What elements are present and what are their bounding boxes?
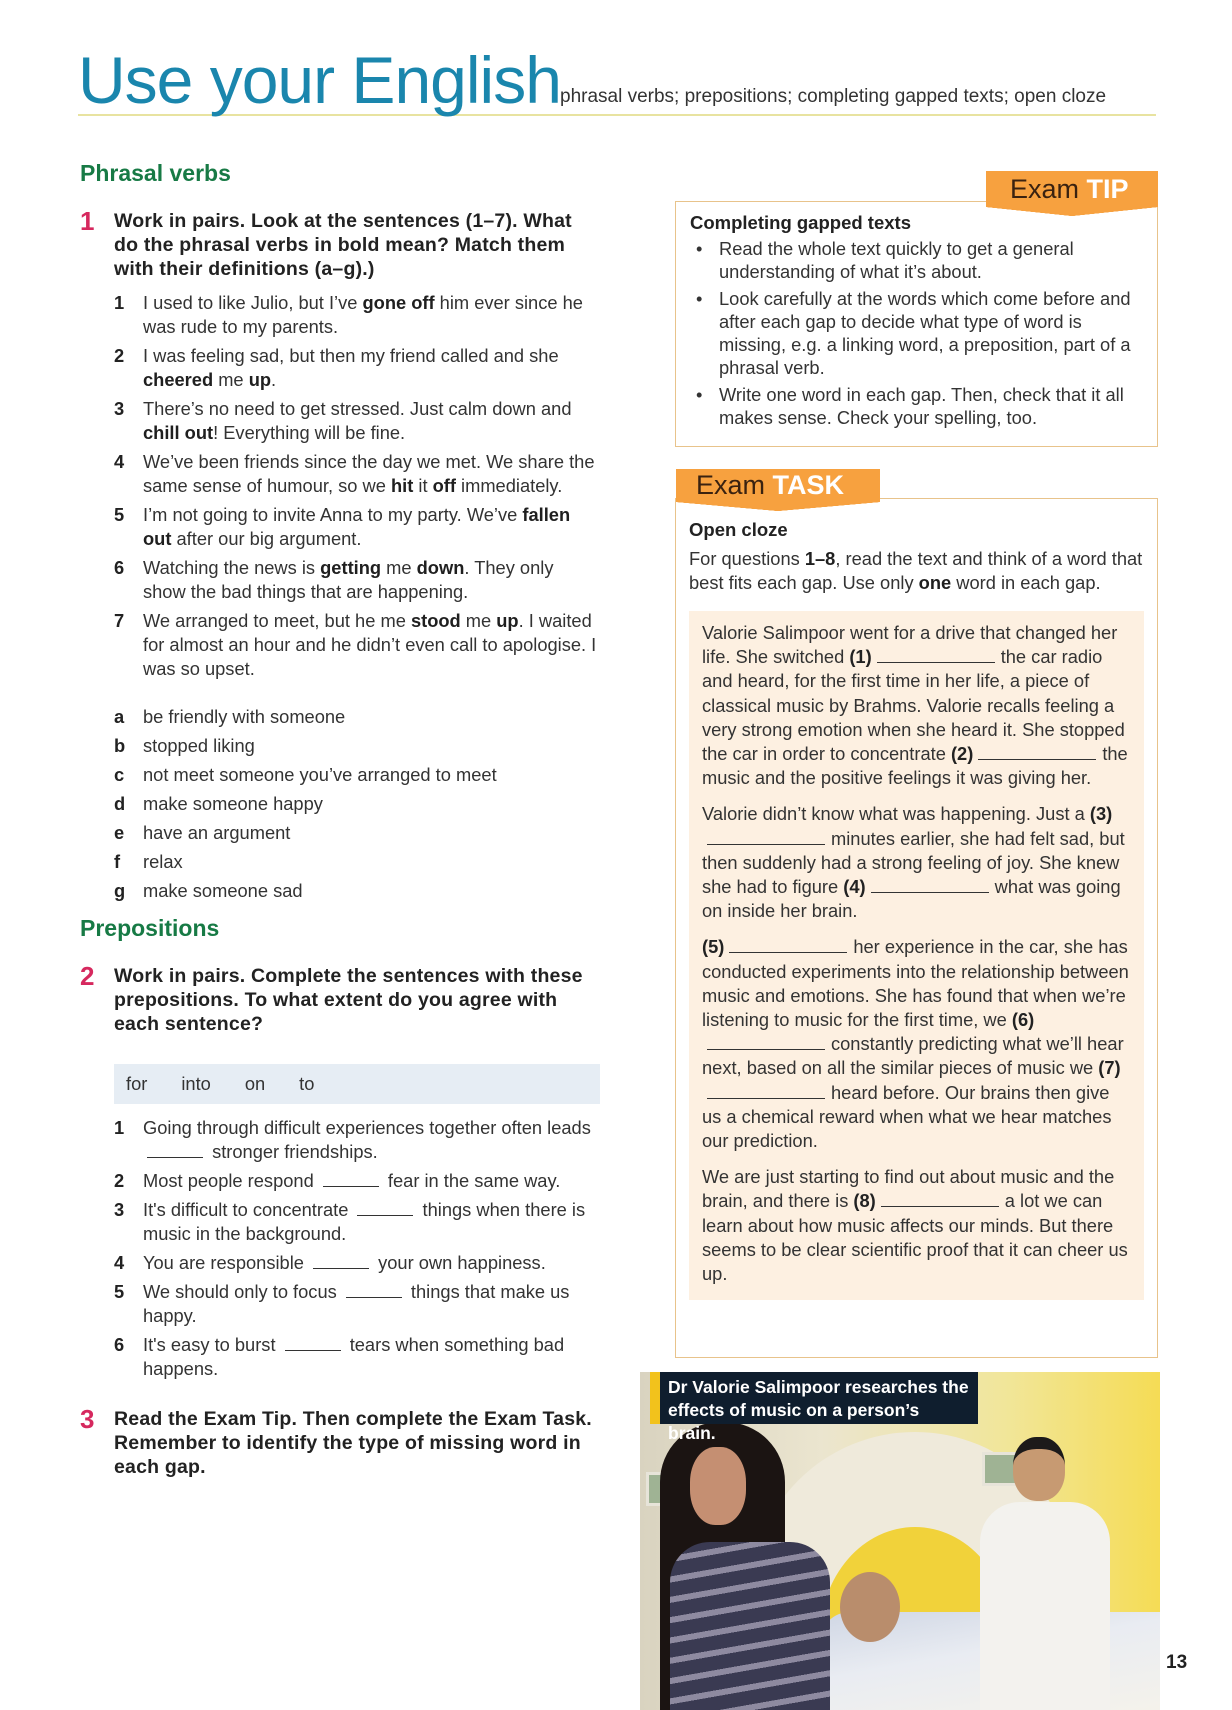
bullet-icon: • bbox=[696, 288, 703, 309]
text: a lot we can learn about how music affects our minds. But there seems to be clear scientific proof that it can cheer us up. bbox=[702, 1190, 1128, 1285]
definition-letter: e bbox=[114, 822, 125, 843]
exercise-instruction: Work in pairs. Look at the sentences (1–7). What do the phrasal verbs in bold mean? Match them with their definitions (a–g).) bbox=[114, 210, 572, 280]
item-number: 2 bbox=[114, 345, 125, 366]
definition-text: stopped liking bbox=[143, 735, 255, 756]
preposition-sentences bbox=[114, 1116, 600, 1381]
preposition-word-box bbox=[114, 1064, 600, 1104]
bold-text: hit bbox=[390, 475, 414, 496]
cloze-paragraph bbox=[702, 802, 1131, 923]
tip-bullet bbox=[690, 287, 1143, 379]
exercise-instruction: Work in pairs. Complete the sentences with these prepositions. To what extent do you agree with each sentence? bbox=[114, 965, 583, 1035]
text: We should only to focus bbox=[143, 1281, 342, 1302]
exercise-3 bbox=[80, 1404, 600, 1479]
item-number: 5 bbox=[114, 504, 125, 525]
text: things when there is music in the background. bbox=[143, 1199, 586, 1244]
sentence-item bbox=[114, 1280, 600, 1328]
item-number: 6 bbox=[114, 557, 125, 578]
page-subtitle: phrasal verbs; prepositions; completing gapped texts; open cloze bbox=[560, 86, 1107, 107]
bold-text: up bbox=[248, 369, 272, 390]
researcher-body bbox=[670, 1542, 830, 1710]
gap-number: (2) bbox=[950, 743, 974, 765]
cloze-text bbox=[689, 611, 1144, 1300]
text: , read the text and think of a word that best fits each gap. Use only bbox=[689, 548, 1143, 593]
bold-text: stood bbox=[410, 610, 461, 631]
definition-text: be friendly with someone bbox=[143, 706, 346, 727]
text: constantly predicting what we’ll hear next, based on all the similar pieces of music we bbox=[702, 1033, 1124, 1079]
definition-item bbox=[114, 850, 600, 874]
sentence-item bbox=[114, 1169, 600, 1193]
sentence-item bbox=[114, 450, 600, 498]
gap-number: (7) bbox=[1098, 1057, 1121, 1079]
gap-number: (6) bbox=[1011, 1009, 1035, 1031]
text: We are just starting to find out about music and the brain, and there is bbox=[702, 1166, 1115, 1212]
text: We arranged to meet, but he me bbox=[143, 610, 411, 631]
gap-blank bbox=[285, 1337, 341, 1351]
definition-letter: g bbox=[114, 880, 126, 901]
item-number: 5 bbox=[114, 1281, 125, 1302]
item-number: 3 bbox=[114, 1199, 125, 1220]
exam-tip-tab bbox=[986, 171, 1158, 207]
text: Valorie didn’t know what was happening. Just a bbox=[702, 803, 1090, 825]
definition-letter: a bbox=[114, 706, 125, 727]
text: There’s no need to get stressed. Just calm down and bbox=[143, 398, 572, 419]
text: Valorie Salimpoor went for a drive that changed her life. She switched bbox=[702, 622, 1118, 668]
text: what was going on inside her brain. bbox=[702, 876, 1121, 922]
definition-item bbox=[114, 734, 600, 758]
text: I used to like Julio, but I’ve bbox=[143, 292, 363, 313]
text: For questions bbox=[689, 548, 805, 569]
page-title: Use your English bbox=[78, 43, 561, 117]
text: me bbox=[213, 369, 249, 390]
definition-text: not meet someone you’ve arranged to meet bbox=[143, 764, 497, 785]
text: ! Everything will be fine. bbox=[213, 422, 406, 443]
exam-task-tab bbox=[676, 469, 880, 502]
gap-blank bbox=[323, 1173, 379, 1187]
exercise-2 bbox=[80, 961, 600, 1381]
text: stronger friendships. bbox=[207, 1141, 378, 1162]
text: minutes earlier, she had felt sad, but then suddenly had a strong feeling of joy. She knew she had to figure bbox=[702, 827, 1125, 898]
text: me bbox=[381, 557, 417, 578]
item-number: 7 bbox=[114, 610, 125, 631]
text: Going through difficult experiences together often leads bbox=[143, 1117, 591, 1138]
cloze-paragraph bbox=[702, 621, 1131, 790]
text: the car radio and heard, for the first time in her life, a piece of classical music by Brahms. Valorie recalls feeling a very strong emotion when she heard it. She stopped the car in order to concentrate bbox=[702, 646, 1125, 765]
text: after our big argument. bbox=[171, 528, 362, 549]
text: things that make us happy. bbox=[143, 1281, 570, 1326]
gap-blank bbox=[871, 879, 989, 893]
text: . They only show the bad things that are happening. bbox=[143, 557, 554, 602]
definition-text: relax bbox=[143, 851, 183, 872]
bold-text: up bbox=[496, 610, 519, 631]
phrasal-verb-sentences bbox=[114, 291, 600, 681]
tab-highlight: TASK bbox=[772, 470, 845, 500]
gap-blank bbox=[707, 831, 825, 845]
bold-text: one bbox=[918, 572, 952, 593]
gap-number: (4) bbox=[843, 876, 866, 898]
gap-blank bbox=[881, 1193, 999, 1207]
text: your own happiness. bbox=[373, 1252, 546, 1273]
definition-item bbox=[114, 879, 600, 903]
exam-task-heading: Open cloze bbox=[689, 519, 788, 540]
bold-text: getting bbox=[320, 557, 382, 578]
text: her experience in the car, she has conducted experiments into the relationship between music and emotions. She has found that when we’re listening to music for the first time, we bbox=[702, 936, 1129, 1031]
exercise-instruction: Read the Exam Tip. Then complete the Exam Task. Remember to identify the type of missing word in each gap. bbox=[114, 1408, 592, 1478]
sentence-item bbox=[114, 609, 600, 681]
text: the music and the positive feelings it was giving her. bbox=[702, 743, 1128, 789]
text: I’m not going to invite Anna to my party. We’ve bbox=[143, 504, 523, 525]
doctor-coat bbox=[980, 1502, 1110, 1710]
left-column bbox=[80, 160, 600, 1479]
sentence-item bbox=[114, 1198, 600, 1246]
gap-blank bbox=[707, 1036, 825, 1050]
item-number: 2 bbox=[114, 1170, 125, 1191]
tab-highlight: TIP bbox=[1086, 174, 1129, 204]
text: Watching the news is bbox=[143, 557, 321, 578]
sentence-item bbox=[114, 397, 600, 445]
text: We’ve been friends since the day we met. We share the same sense of humour, so we bbox=[143, 451, 595, 496]
exercise-number: 1 bbox=[80, 206, 95, 236]
text: You are responsible bbox=[143, 1252, 310, 1273]
definitions-list bbox=[114, 705, 600, 903]
gap-blank bbox=[313, 1255, 369, 1269]
text: it bbox=[413, 475, 433, 496]
text: immediately. bbox=[455, 475, 563, 496]
exam-tip-heading: Completing gapped texts bbox=[690, 212, 911, 233]
gap-number: (8) bbox=[853, 1190, 876, 1212]
text: heard before. Our brains then give us a chemical reward when what we hear matches our prediction. bbox=[702, 1081, 1112, 1152]
text: him ever since he was rude to my parents. bbox=[143, 292, 583, 337]
page-number: 13 bbox=[1166, 1652, 1188, 1673]
gap-blank bbox=[707, 1085, 825, 1099]
text: word in each gap. bbox=[951, 572, 1101, 593]
gap-blank bbox=[877, 649, 995, 663]
text: fear in the same way. bbox=[382, 1170, 561, 1191]
definition-letter: c bbox=[114, 764, 125, 785]
exam-tip-bullets bbox=[690, 237, 1143, 429]
bold-text: gone off bbox=[362, 292, 435, 313]
sentence-item bbox=[114, 556, 600, 604]
definition-text: make someone happy bbox=[143, 793, 323, 814]
tab-prefix: Exam bbox=[696, 470, 766, 500]
bold-text: down bbox=[416, 557, 465, 578]
phrasal-verbs-heading: Phrasal verbs bbox=[80, 160, 231, 186]
gap-number: (5) bbox=[702, 936, 725, 958]
page-header bbox=[78, 40, 1156, 116]
definition-item bbox=[114, 763, 600, 787]
text: It's easy to burst bbox=[143, 1334, 281, 1355]
text: . I waited for almost an hour and he didn’t even call to apologise. I was so upset. bbox=[143, 610, 597, 679]
patient-head bbox=[840, 1572, 900, 1642]
bullet-text: Write one word in each gap. Then, check that it all makes sense. Check your spelling, too. bbox=[719, 384, 1124, 428]
bold-text: cheered bbox=[143, 369, 214, 390]
gap-blank bbox=[346, 1284, 402, 1298]
sentence-item bbox=[114, 503, 600, 551]
item-number: 6 bbox=[114, 1334, 125, 1355]
gap-number: (1) bbox=[849, 646, 872, 668]
bullet-text: Look carefully at the words which come before and after each gap to decide what type of word is missing, e.g. a linking word, a preposition, part of a phrasal verb. bbox=[719, 288, 1131, 378]
bold-text: chill out bbox=[143, 422, 214, 443]
text: It's difficult to concentrate bbox=[143, 1199, 354, 1220]
gap-blank bbox=[978, 746, 1096, 760]
item-number: 1 bbox=[114, 1117, 125, 1138]
sentence-item bbox=[114, 1251, 600, 1275]
definition-text: have an argument bbox=[143, 822, 291, 843]
item-number: 4 bbox=[114, 451, 125, 472]
gap-number: (3) bbox=[1089, 803, 1113, 825]
bullet-text: Read the whole text quickly to get a general understanding of what it’s about. bbox=[719, 238, 1074, 282]
bullet-icon: • bbox=[696, 238, 703, 259]
tip-bullet bbox=[690, 383, 1143, 429]
researcher-face bbox=[690, 1447, 746, 1525]
exercise-number: 2 bbox=[80, 961, 95, 991]
exercise-1 bbox=[80, 206, 600, 903]
item-number: 1 bbox=[114, 292, 125, 313]
tab-prefix: Exam bbox=[1010, 174, 1080, 204]
sentence-item bbox=[114, 291, 600, 339]
text: me bbox=[460, 610, 497, 631]
exam-tip-box bbox=[675, 201, 1158, 447]
preposition-word: to bbox=[299, 1073, 315, 1094]
preposition-word: for bbox=[126, 1073, 148, 1094]
item-number: 4 bbox=[114, 1252, 125, 1273]
definition-item bbox=[114, 821, 600, 845]
bold-text: fallen out bbox=[143, 504, 571, 549]
item-number: 3 bbox=[114, 398, 125, 419]
exam-task-box bbox=[675, 498, 1158, 1358]
exercise-number: 3 bbox=[80, 1404, 95, 1434]
tip-bullet bbox=[690, 237, 1143, 283]
text: I was feeling sad, but then my friend called and she bbox=[143, 345, 559, 366]
definition-letter: f bbox=[114, 851, 121, 872]
sentence-item bbox=[114, 344, 600, 392]
definition-item bbox=[114, 705, 600, 729]
text: Most people respond bbox=[143, 1170, 319, 1191]
preposition-word: on bbox=[244, 1073, 266, 1094]
photo-caption: Dr Valorie Salimpoor researches the effects of music on a person’s brain. bbox=[650, 1372, 978, 1424]
prepositions-heading: Prepositions bbox=[80, 915, 220, 941]
definition-letter: b bbox=[114, 735, 126, 756]
gap-blank bbox=[357, 1202, 413, 1216]
gap-blank bbox=[729, 939, 847, 953]
sentence-item bbox=[114, 1116, 600, 1164]
definition-item bbox=[114, 792, 600, 816]
cloze-paragraph bbox=[702, 1165, 1131, 1286]
bullet-icon: • bbox=[696, 384, 703, 405]
exam-task-intro bbox=[689, 547, 1144, 595]
photo-brain-scanner bbox=[640, 1372, 1160, 1710]
text: tears when something bad happens. bbox=[143, 1334, 565, 1379]
sentence-item bbox=[114, 1333, 600, 1381]
cloze-paragraph bbox=[702, 935, 1131, 1153]
definition-text: make someone sad bbox=[143, 880, 303, 901]
doctor-head bbox=[1013, 1437, 1065, 1501]
bold-text: 1–8 bbox=[804, 548, 836, 569]
text: . bbox=[271, 369, 277, 390]
bold-text: off bbox=[432, 475, 456, 496]
gap-blank bbox=[147, 1144, 203, 1158]
preposition-word: into bbox=[181, 1073, 211, 1094]
definition-letter: d bbox=[114, 793, 126, 814]
